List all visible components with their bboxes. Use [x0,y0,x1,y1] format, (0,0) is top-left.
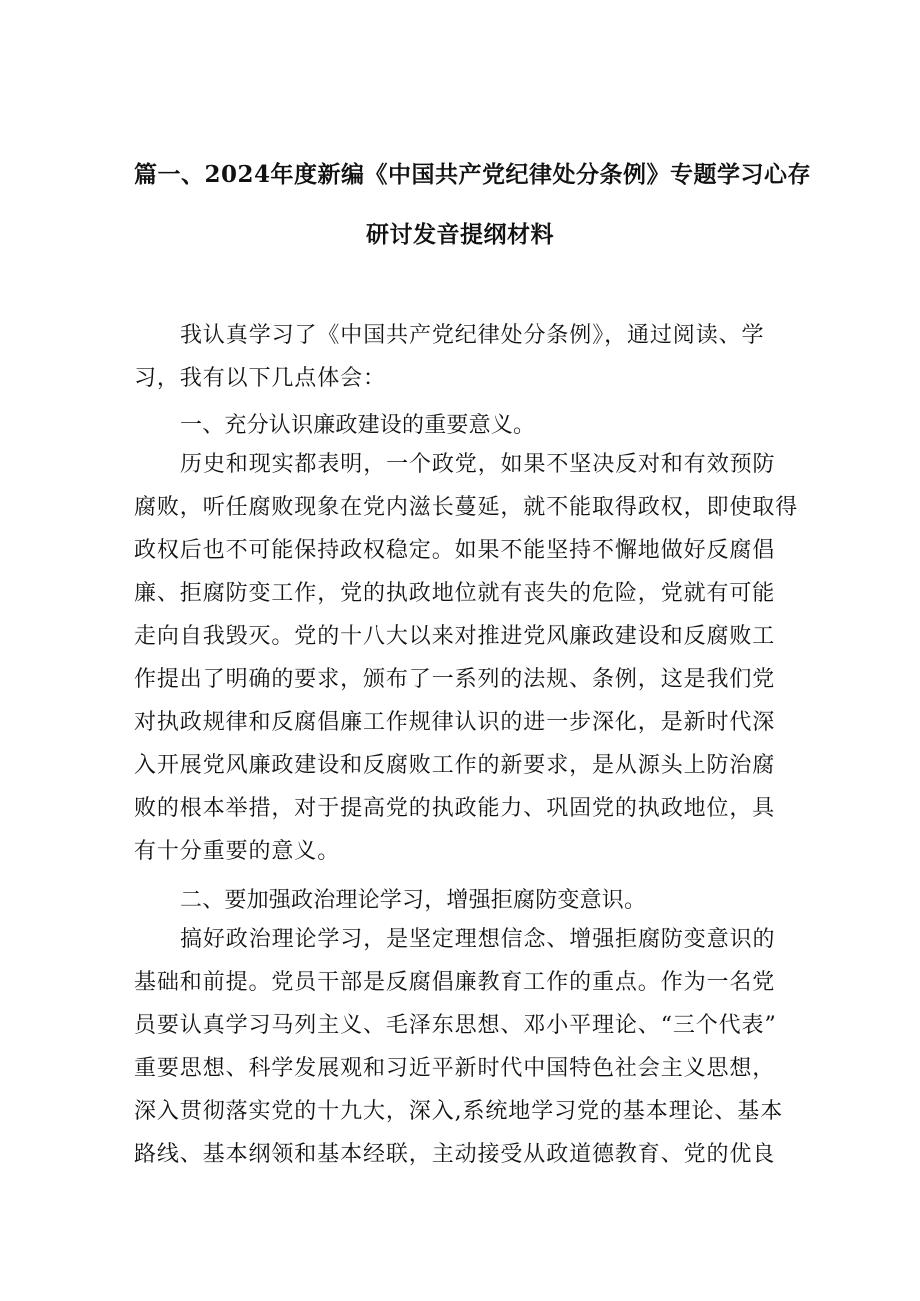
paragraph-line: 腐败，听任腐败现象在党内滋长蔓延，就不能取得政权，即使取得 [134,495,799,520]
paragraph-line: 历史和现实都表明，一个政党，如果不坚决反对和有效预防 [180,452,776,477]
paragraph-line: 政权后也不可能保持政权稳定。如果不能坚持不懈地做好反腐倡 [134,538,776,563]
paragraph-line: 搞好政治理论学习，是坚定理想信念、增强拒腐防变意识的 [180,927,776,952]
section-1-paragraph [134,443,799,873]
paragraph-line: 入开展党风廉政建设和反腐败工作的新要求，是从源头上防治腐 [134,753,776,778]
paragraph-line: 基础和前提。党员干部是反腐倡廉教育工作的重点。作为一名党 [134,970,776,995]
document-title-line-2: 研讨发音提纲材料 [366,221,554,248]
paragraph-line: 走向自我毁灭。党的十八大以来对推进党风廉政建设和反腐败工 [134,624,776,649]
paragraph-line: 员要认真学习马列主义、毛泽东思想、邓小平理论、“三个代表” [134,1013,777,1038]
paragraph-line: 作提出了明确的要求，颁布了一系列的法规、条例，这是我们党 [134,667,776,692]
document-title-line-1: 篇一、2024年度新编《中国共产党纪律处分条例》专题学习心存 [134,161,812,188]
paragraph-line: 路线、基本纲领和基本经联，主动接受从政道德教育、党的优良 [134,1142,776,1167]
paragraph-line: 我认真学习了《中国共产党纪律处分条例》，通过阅读、学 [180,323,765,348]
paragraph-line: 习，我有以下几点体会： [134,366,386,391]
paragraph-line: 对执政规律和反腐倡廉工作规律认识的进一步深化，是新时代深 [134,710,776,735]
section-2-paragraph [134,918,786,1176]
paragraph-line: 败的根本举措，对于提高党的执政能力、巩固党的执政地位，具 [134,796,776,821]
section-2-heading: 二、要加强政治理论学习，增强拒腐防变意识。 [180,888,647,913]
intro-paragraph [134,314,786,400]
section-1-heading: 一、充分认识廉政建设的重要意义。 [180,413,536,438]
paragraph-line: 廉、拒腐防变工作，党的执政地位就有丧失的危险，党就有可能 [134,581,776,606]
paragraph-line: 重要思想、科学发展观和习近平新时代中国特色社会主义思想， [134,1056,776,1081]
paragraph-line: 深入贯彻落实党的十九大，深入,系统地学习党的基本理论、基本 [134,1099,784,1124]
paragraph-line: 有十分重要的意义。 [134,839,341,864]
